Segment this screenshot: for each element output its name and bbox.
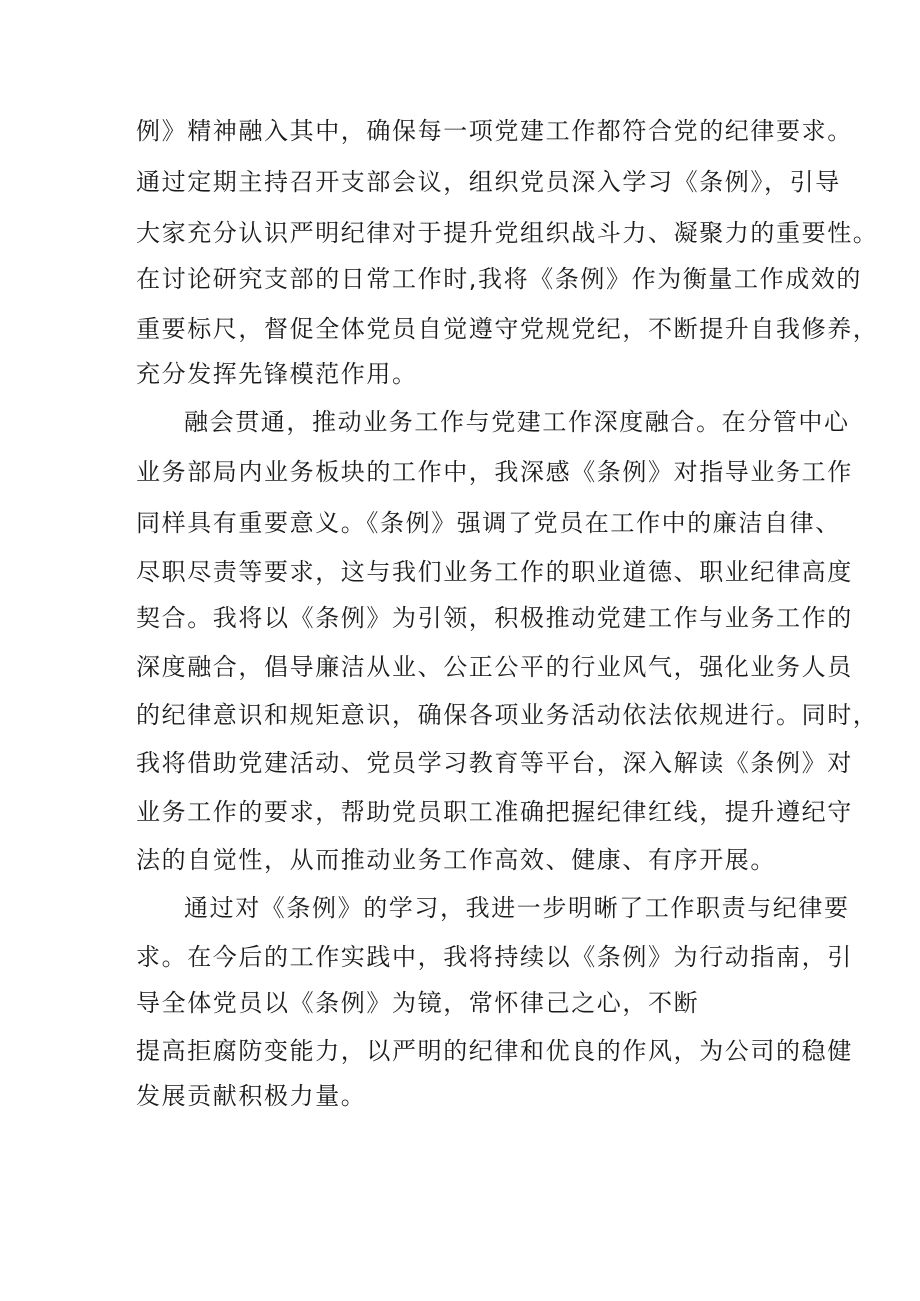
- text-line-13: 的纪律意识和规矩意识，确保各项业务活动依法依规进行。同时，: [136, 701, 879, 729]
- text-line-4: 在讨论研究支部的日常工作时,我将《条例》作为衡量工作成效的: [136, 265, 863, 293]
- text-line-15: 业务工作的要求，帮助党员职工准确把握纪律红线，提升遵纪守: [136, 798, 853, 826]
- text-line-12: 深度融合，倡导廉洁从业、公正公平的行业风气，强化业务人员: [136, 653, 853, 681]
- text-line-21: 发展贡献积极力量。: [136, 1082, 367, 1110]
- text-line-5: 重要标尺，督促全体党员自觉遵守党规党纪，不断提升自我修养，: [136, 315, 879, 343]
- text-line-10: 尽职尽责等要求，这与我们业务工作的职业道德、职业纪律高度: [136, 558, 853, 586]
- text-line-20: 提高拒腐防变能力，以严明的纪律和优良的作风，为公司的稳健: [136, 1037, 853, 1065]
- text-line-3: 大家充分认识严明纪律对于提升党组织战斗力、凝聚力的重要性。: [136, 219, 879, 247]
- text-line-1: 例》精神融入其中，确保每一项党建工作都符合党的纪律要求。: [136, 117, 853, 145]
- text-line-2: 通过定期主持召开支部会议，组织党员深入学习《条例》，引导: [136, 168, 841, 196]
- text-line-11: 契合。我将以《条例》为引领，积极推动党建工作与业务工作的: [136, 604, 853, 632]
- paragraph-2-line-1: 融会贯通，推动业务工作与党建工作深度融合。在分管中心: [184, 408, 850, 436]
- paragraph-3-line-1: 通过对《条例》的学习，我进一步明晰了工作职责与纪律要: [184, 894, 850, 922]
- text-line-8: 业务部局内业务板块的工作中，我深感《条例》对指导业务工作: [136, 458, 853, 486]
- text-line-14: 我将借助党建活动、党员学习教育等平台，深入解读《条例》对: [136, 749, 853, 777]
- text-line-6: 充分发挥先锋模范作用。: [136, 360, 418, 388]
- text-line-16: 法的自觉性，从而推动业务工作高效、健康、有序开展。: [136, 846, 776, 874]
- text-line-18: 求。在今后的工作实践中，我将持续以《条例》为行动指南，引: [136, 943, 853, 971]
- text-line-19: 导全体党员以《条例》为镜，常怀律己之心，不断: [136, 989, 700, 1017]
- text-line-9: 同样具有重要意义。《条例》强调了党员在工作中的廉洁自律、: [136, 509, 841, 537]
